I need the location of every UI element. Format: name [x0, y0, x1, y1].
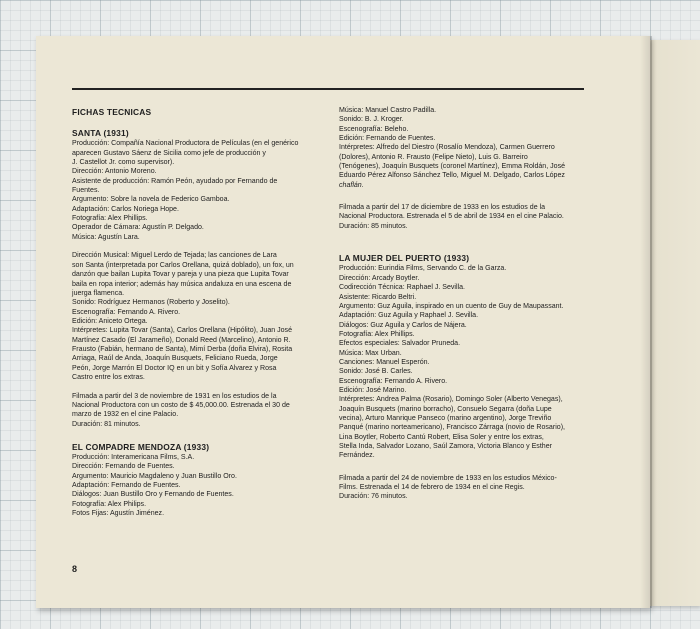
- credit-line: Sonido: Rodríguez Hermanos (Roberto y Joselito).: [72, 299, 230, 307]
- credit-line: Martínez Casado (El Jarameño), Donald Reed (Marcelino), Antonio R.: [72, 336, 291, 344]
- release-line: Nacional Productora. Estrenada el 5 de abril de 1934 en el cine Palacio.: [339, 213, 564, 221]
- release-line: Nacional Productora con un costo de $ 45,000.00. Estrenada el 30 de: [72, 401, 290, 409]
- spacer: [339, 244, 591, 253]
- credit-line: aparecen Gustavo Sáenz de Sicilia como jefe de producción y: [72, 149, 266, 157]
- compadre-credits-continued: [339, 106, 591, 190]
- credit-line: Diálogos: Juan Bustillo Oro y Fernando de Fuentes.: [72, 491, 234, 499]
- credit-line: Edición: José Marino.: [339, 386, 407, 394]
- release-line: Duración: 85 minutos.: [339, 222, 408, 230]
- credit-line: Edición: Aniceto Ortega.: [72, 317, 148, 325]
- spacer: [339, 231, 591, 244]
- credit-line: Sonido: B. J. Kroger.: [339, 116, 404, 124]
- compadre-release-info: [339, 203, 591, 231]
- right-column: [339, 106, 591, 502]
- credit-line: Escenografía: Fernando A. Rivero.: [339, 377, 448, 385]
- credit-line: Fotos Fijas: Agustín Jiménez.: [72, 510, 165, 518]
- credit-line: chaflán.: [339, 181, 364, 189]
- spacer: [72, 119, 324, 128]
- credit-line: Efectos especiales: Salvador Pruneda.: [339, 340, 461, 348]
- credit-line: Sonido: José B. Carles.: [339, 368, 413, 376]
- credit-line: Producción: Interamericana Films, S.A.: [72, 454, 195, 461]
- spacer: [339, 461, 591, 474]
- release-line: Filmada a partir del 17 de diciembre de 1933 en los estudios de la: [339, 204, 546, 212]
- mujer-credits: [339, 264, 591, 460]
- santa-credits: [72, 139, 324, 242]
- credit-line: baila en ropa interior; además hay música andaluza en una escena de: [72, 280, 292, 288]
- spacer: [339, 190, 591, 203]
- mujer-release-info: [339, 474, 591, 502]
- compadre-credits: [72, 453, 324, 518]
- credit-line: Arriaga, Raúl de Anda, Joaquín Busquets, Feliciano Rueda, Jorge: [72, 355, 278, 363]
- credit-line: Fernández.: [339, 452, 375, 460]
- credit-line: Intérpretes: Andrea Palma (Rosario), Domingo Soler (Alberto Venegas),: [339, 396, 563, 404]
- release-line: Filmada a partir del 3 de noviembre de 1931 en los estudios de la: [72, 392, 277, 400]
- credit-line: Dirección: Fernando de Fuentes.: [72, 463, 175, 471]
- credit-line: J. Castellot Jr. como supervisor).: [72, 159, 175, 167]
- credit-line: Argumento: Mauricio Magdaleno y Juan Bustillo Oro.: [72, 472, 237, 480]
- credit-line: Fotografía: Alex Phillips.: [72, 215, 148, 223]
- credit-line: Joaquín Busquets (marino borracho), Consuelo Segarra (doña Lupe: [339, 405, 552, 413]
- credit-line: Operador de Cámara: Agustín P. Delgado.: [72, 224, 204, 232]
- facing-page-edge: [650, 40, 700, 606]
- release-line: Films. Estrenada el 14 de febrero de 1934 en el cine Regis.: [339, 484, 525, 492]
- credit-line: vecina), Arturo Manrique Panseco (marino argentino), Jorge Treviño: [339, 414, 552, 422]
- credit-line: juerga flamenca.: [72, 289, 125, 297]
- credit-line: Fotografía: Alex Philips.: [72, 500, 147, 508]
- credit-line: Edición: Fernando de Fuentes.: [339, 135, 436, 143]
- credit-line: Asistente de producción: Ramón Peón, ayudado por Fernando de: [72, 177, 278, 185]
- credit-line: Intérpretes: Alfredo del Diestro (Rosalío Mendoza), Carmen Guerrero: [339, 144, 555, 152]
- credit-line: Escenografía: Beleho.: [339, 125, 409, 133]
- credit-line: Fuentes.: [72, 187, 100, 195]
- header-rule: [72, 88, 584, 90]
- credit-line: Frausto (Fabián, hermano de Santa), Mimí Derba (doña Elvira), Rosita: [72, 345, 293, 353]
- credit-line: Argumento: Sobre la novela de Federico Gamboa.: [72, 196, 230, 204]
- left-column: [72, 106, 324, 518]
- credit-line: Canciones: Manuel Esperón.: [339, 358, 430, 366]
- credit-line: Música: Max Urban.: [339, 349, 402, 357]
- release-line: Duración: 76 minutos.: [339, 493, 408, 501]
- section-title: FICHAS TECNICAS: [72, 107, 152, 117]
- credit-line: Diálogos: Guz Aguila y Carlos de Nájera.: [339, 321, 467, 329]
- credit-line: Dirección: Antonio Moreno.: [72, 168, 157, 176]
- credit-line: Adaptación: Carlos Noriega Hope.: [72, 205, 179, 213]
- credit-line: Escenografía: Fernando A. Rivero.: [72, 308, 181, 316]
- film-title-santa: SANTA (1931): [72, 128, 129, 139]
- credit-line: Intérpretes: Lupita Tovar (Santa), Carlos Orellana (Hipólito), Juan José: [72, 327, 292, 335]
- credit-line: Adaptación: Fernando de Fuentes.: [72, 482, 181, 490]
- credit-line: Música: Agustín Lara.: [72, 233, 140, 241]
- santa-release-info: [72, 392, 324, 429]
- credit-line: danzón que bailan Lupita Tovar y pareja y una pieza que Lupita Tovar: [72, 271, 289, 279]
- page-number: 8: [72, 564, 78, 574]
- credit-line: Codirección Técnica: Raphael J. Sevilla.: [339, 284, 465, 292]
- credit-line: Dirección: Arcady Boytler.: [339, 274, 420, 282]
- credit-line: Música: Manuel Castro Padilla.: [339, 107, 437, 114]
- credit-line: Eduardo Pérez Alfonso Sánchez Tello, Miguel M. Delgado, Carlos López: [339, 172, 565, 180]
- release-line: Filmada a partir del 24 de noviembre de 1933 en los estudios México-: [339, 474, 557, 482]
- release-line: marzo de 1932 en el cine Palacio.: [72, 411, 179, 419]
- credit-line: Castro entre los extras.: [72, 373, 145, 381]
- credit-line: Asistente: Ricardo Beltri.: [339, 293, 417, 301]
- credit-line: Peón, Jorge Marrón El Doctor IQ en un bit y Sofía Alvarez y Rosa: [72, 364, 277, 372]
- spacer: [72, 382, 324, 391]
- credit-line: Stella Inda, Salvador Lozano, Saúl Zamora, Victoria Blanco y Esther: [339, 443, 552, 450]
- spacer: [72, 242, 324, 251]
- credit-line: Dirección Musical: Miguel Lerdo de Tejada; las canciones de Lara: [72, 252, 277, 260]
- release-line: Duración: 81 minutos.: [72, 420, 141, 428]
- credit-line: Producción: Compañía Nacional Productora de Películas (en el genérico: [72, 140, 299, 148]
- film-title-mujer-del-puerto: LA MUJER DEL PUERTO (1933): [339, 253, 470, 264]
- credit-line: Fotografía: Alex Phillips.: [339, 330, 415, 338]
- credit-line: Lina Boytler, Roberto Cantú Robert, Elisa Soler y entre los extras,: [339, 433, 544, 441]
- credit-line: Adaptación: Guz Aguila y Raphael J. Sevilla.: [339, 312, 479, 320]
- credit-line: Argumento: Guz Aguila, inspirado en un cuento de Guy de Maupassant.: [339, 302, 564, 310]
- credit-line: son Santa (interpretada por Carlos Orellana, quizá doblado), un fox, un: [72, 261, 294, 269]
- credit-line: (Tenógenes), Joaquín Busquets (coronel Martínez), Emma Roldán, José: [339, 163, 566, 171]
- page-gutter-shadow: [640, 36, 652, 608]
- film-title-compadre-mendoza: EL COMPADRE MENDOZA (1933): [72, 442, 210, 452]
- credit-line: (Dolores), Antonio R. Frausto (Felipe Nieto), Luis G. Barreiro: [339, 153, 528, 161]
- credit-line: Producción: Eurindia Films, Servando C. de la Garza.: [339, 265, 507, 273]
- santa-credits-music-cast: [72, 251, 324, 382]
- spacer: [72, 429, 324, 442]
- credit-line: Panqué (marino norteamericano), Francisco Zárraga (novio de Rosario),: [339, 424, 565, 432]
